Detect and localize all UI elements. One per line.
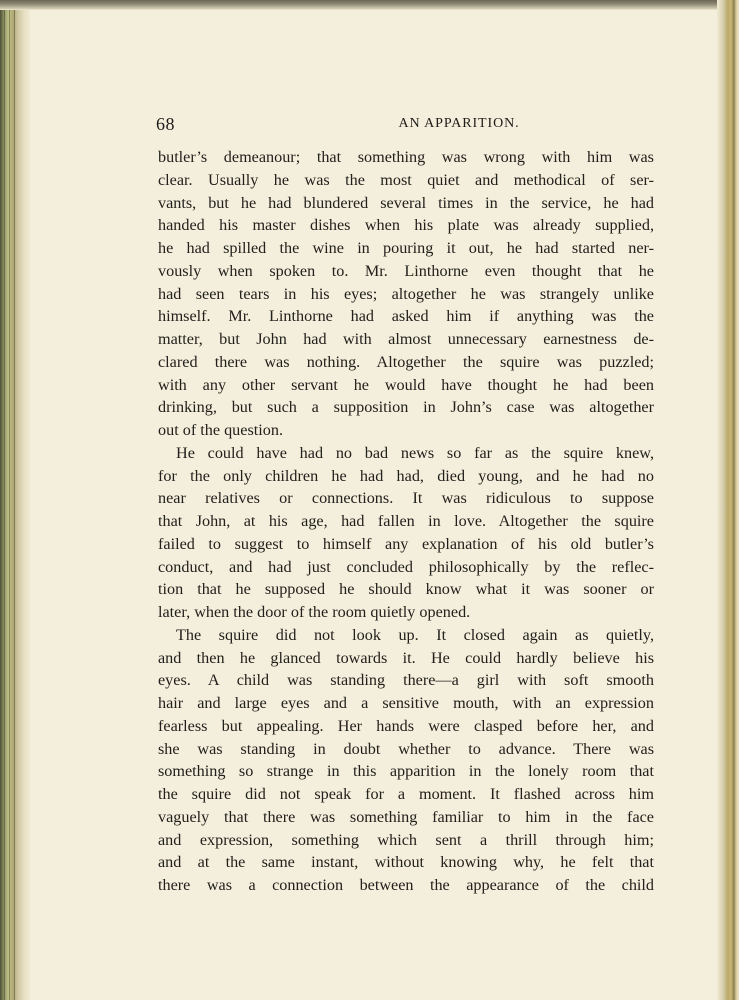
text-line: handed his master dishes when his plate was already supplied, bbox=[158, 216, 654, 235]
text-line: drinking, but such a supposition in John’s case was altogether bbox=[158, 398, 654, 417]
text-line: hair and large eyes and a sensitive mouth, with an expression bbox=[158, 694, 654, 712]
text-line: matter, but John had with almost unnecessary earnestness de- bbox=[158, 330, 654, 348]
text-line: for the only children he had had, died young, and he had no bbox=[158, 466, 654, 485]
text-line: failed to suggest to himself any explanation of his old butler’s bbox=[158, 534, 654, 553]
right-page-edge bbox=[717, 0, 739, 1000]
text-line: something so strange in this apparition in the lonely room that bbox=[158, 762, 654, 781]
text-line: out of the question. bbox=[158, 421, 283, 439]
text-line: vaguely that there was something familiar to him in the face bbox=[158, 807, 654, 826]
text-line: had seen tears in his eyes; altogether he was strangely unlike bbox=[158, 284, 654, 303]
top-page-edge bbox=[0, 0, 739, 10]
text-line: and expression, something which sent a thrill through him; bbox=[158, 830, 654, 849]
text-line: fearless but appealing. Her hands were clasped before her, and bbox=[158, 716, 654, 735]
page-number: 68 bbox=[156, 114, 175, 134]
text-line: with any other servant he would have thought he had been bbox=[158, 375, 654, 394]
book-binding-gutter bbox=[0, 0, 30, 1000]
text-line: vants, but he had blundered several times in the service, he had bbox=[158, 193, 654, 212]
text-line: vously when spoken to. Mr. Linthorne even thought that he bbox=[158, 261, 654, 280]
page-header bbox=[156, 114, 654, 134]
text-line: near relatives or connections. It was ridiculous to suppose bbox=[158, 489, 654, 508]
text-line: eyes. A child was standing there—a girl with soft smooth bbox=[158, 671, 654, 690]
text-line: tion that he supposed he should know what it was sooner or bbox=[158, 580, 654, 599]
text-line: later, when the door of the room quietly opened. bbox=[158, 603, 471, 621]
body-text bbox=[158, 146, 654, 897]
text-line: conduct, and had just concluded philosophically by the reflec- bbox=[158, 557, 654, 576]
text-line: He could have had no bad news so far as the squire knew, bbox=[176, 443, 654, 462]
text-line: himself. Mr. Linthorne had asked him if anything was the bbox=[158, 307, 654, 326]
text-line: he had spilled the wine in pouring it out, he had started ner- bbox=[158, 239, 654, 257]
text-line: and then he glanced towards it. He could hardly believe his bbox=[158, 648, 654, 667]
text-line: she was standing in doubt whether to advance. There was bbox=[158, 739, 654, 758]
text-line: butler’s demeanour; that something was wrong with him was bbox=[158, 148, 654, 166]
text-line: that John, at his age, had fallen in love. Altogether the squire bbox=[158, 512, 654, 530]
text-line: clared there was nothing. Altogether the squire was puzzled; bbox=[158, 352, 654, 371]
text-line: and at the same instant, without knowing why, he felt that bbox=[158, 853, 654, 872]
text-line: there was a connection between the appearance of the child bbox=[158, 876, 654, 894]
text-line: The squire did not look up. It closed again as quietly, bbox=[176, 625, 654, 644]
running-title: AN APPARITION. bbox=[398, 116, 520, 131]
text-line: the squire did not speak for a moment. It flashed across him bbox=[158, 785, 654, 803]
text-line: clear. Usually he was the most quiet and methodical of ser- bbox=[158, 170, 654, 189]
